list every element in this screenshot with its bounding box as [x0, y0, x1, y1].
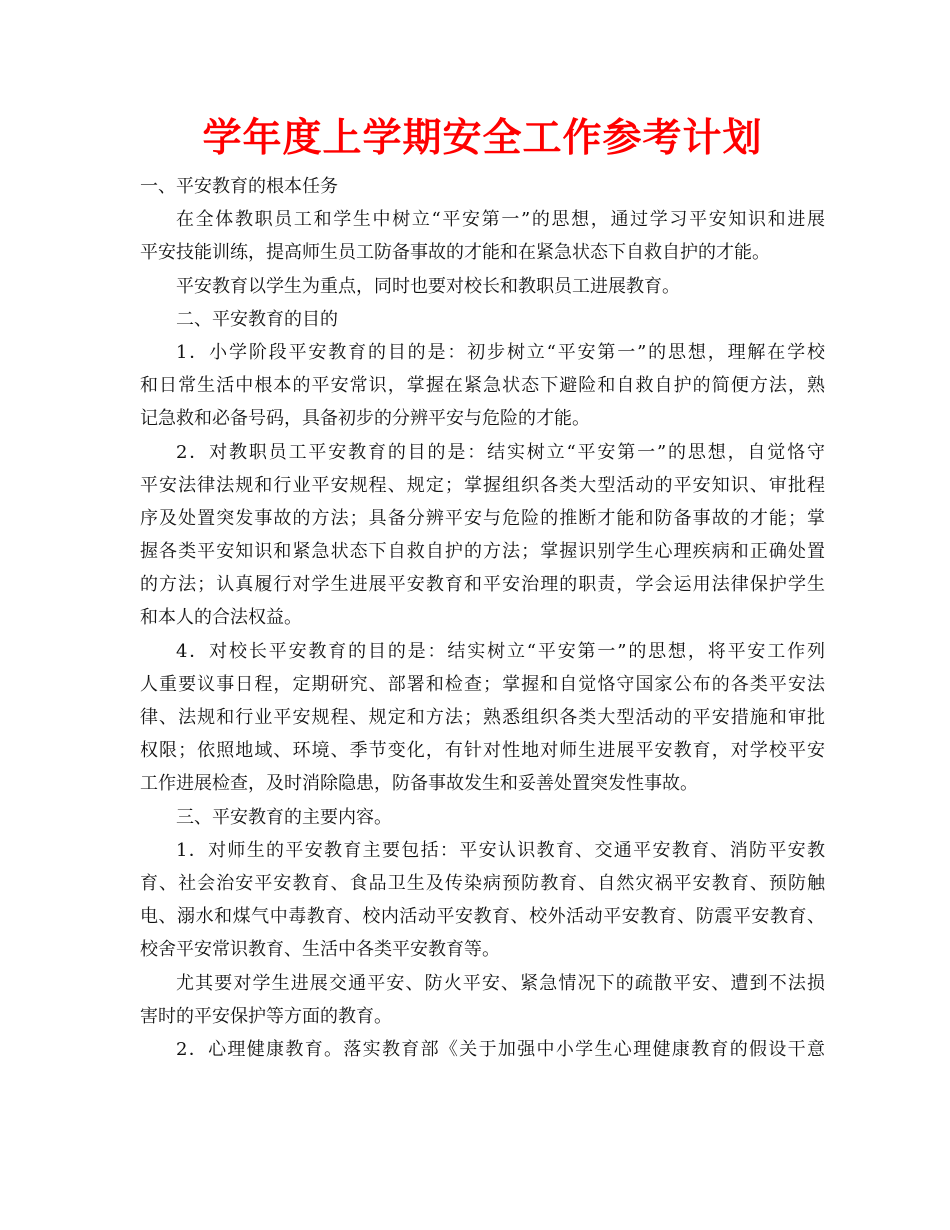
document-body: [140, 170, 825, 1066]
text-line: 2．心理健康教育。落实教育部《关于加强中小学生心理健康教育的假设干意: [176, 1038, 825, 1060]
text-line: 平安技能训练，提高师生员工防备事故的才能和在紧急状态下自救自护的才能。: [140, 242, 770, 264]
text-line: 1．对师生的平安教育主要包括：平安认识教育、交通平安教育、消防平安教: [176, 839, 825, 861]
text-line: 三、平安教育的主要内容。: [176, 806, 392, 828]
text-line: 在全体教职员工和学生中树立“平安第一”的思想，通过学习平安知识和进展: [176, 209, 825, 231]
text-line: 4．对校长平安教育的目的是：结实树立“平安第一”的思想，将平安工作列: [176, 640, 825, 662]
text-line: 校舍平安常识教育、生活中各类平安教育等。: [140, 939, 500, 961]
text-line: 尤其要对学生进展交通平安、防火平安、紧急情况下的疏散平安、遭到不法损: [176, 972, 825, 994]
text-line: 权限；依照地域、环境、季节变化，有针对性地对师生进展平安教育，对学校平安: [140, 740, 825, 762]
text-line: 平安法律法规和行业平安规程、规定；掌握组织各类大型活动的平安知识、审批程: [140, 474, 825, 496]
text-line: 握各类平安知识和紧急状态下自救自护的方法；掌握识别学生心理疾病和正确处置: [140, 541, 825, 563]
document-page: [140, 110, 825, 1066]
text-line: 一、平安教育的根本任务: [140, 176, 338, 197]
text-line: 电、溺水和煤气中毒教育、校内活动平安教育、校外活动平安教育、防震平安教育、: [140, 906, 825, 928]
text-line: 二、平安教育的目的: [176, 308, 338, 330]
text-line: 和日常生活中根本的平安常识，掌握在紧急状态下避险和自救自护的简便方法，熟: [140, 375, 825, 397]
text-line: 2．对教职员工平安教育的目的是：结实树立“平安第一”的思想，自觉恪守: [176, 441, 825, 463]
text-line: 1．小学阶段平安教育的目的是：初步树立“平安第一”的思想，理解在学校: [176, 341, 825, 363]
text-line: 和本人的合法权益。: [140, 607, 302, 629]
text-line: 律、法规和行业平安规程、规定和方法；熟悉组织各类大型活动的平安措施和审批: [140, 707, 825, 728]
document-title: 学年度上学期安全工作参考计划: [202, 116, 763, 161]
text-line: 工作进展检查，及时消除隐患，防备事故发生和妥善处置突发性事故。: [140, 773, 698, 795]
text-line: 害时的平安保护等方面的教育。: [140, 1005, 392, 1027]
text-line: 育、社会治安平安教育、食品卫生及传染病预防教育、自然灾祸平安教育、预防触: [140, 872, 825, 894]
text-line: 的方法；认真履行对学生进展平安教育和平安治理的职责，学会运用法律保护学生: [140, 574, 825, 596]
text-line: 人重要议事日程，定期研究、部署和检查；掌握和自觉恪守国家公布的各类平安法: [140, 673, 825, 695]
text-line: 序及处置突发事故的方法；具备分辨平安与危险的推断才能和防备事故的才能；掌: [140, 507, 825, 529]
text-line: 记急救和必备号码，具备初步的分辨平安与危险的才能。: [140, 408, 590, 430]
text-line: 平安教育以学生为重点，同时也要对校长和教职员工进展教育。: [176, 275, 680, 297]
